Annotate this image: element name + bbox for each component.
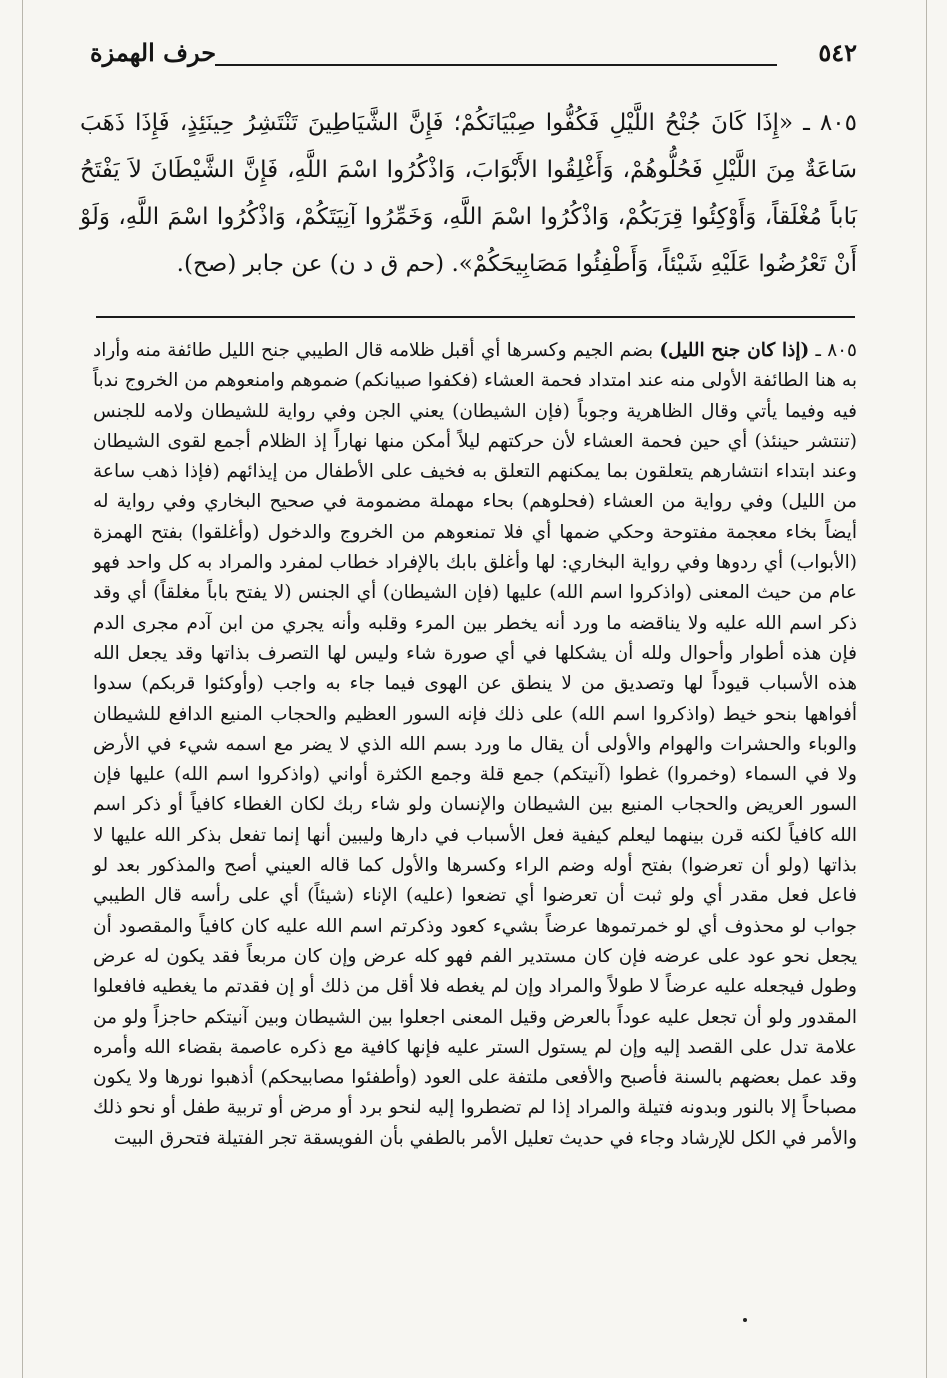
hadith-source: (حم ق د ن) عن جابر (صح).: [176, 251, 452, 277]
page-edge-right: [926, 0, 927, 1378]
section-divider: [96, 316, 855, 318]
page-header: [90, 30, 857, 74]
page-edge-left: [22, 0, 23, 1378]
commentary-text: [93, 336, 857, 1154]
page-number: ٥٤٢: [818, 38, 857, 67]
header-rule: [215, 64, 777, 66]
hadith-text: [80, 100, 857, 288]
running-title: حرف الهمزة: [90, 38, 217, 67]
ink-dot: [743, 1318, 747, 1322]
commentary-number: ٨٠٥ ـ: [809, 340, 857, 361]
hadith-number: ٨٠٥ ـ: [793, 110, 857, 136]
commentary-body: بضم الجيم وكسرها أي أقبل ظلامه قال الطيبي جنح الليل طائفة منه وأراد به هنا الطائفة الأولى منه عند امتداد فحمة العشاء (فكفوا صبيانكم) ضموهم وامنعوهم من الخروج ندباً فيه وفيما يأتي وقال الظاهرية وجوباً (فإن الشيطان) يعني الجن وفي رواية للشيطان ولامه للجنس (تنتشر حينئذ) أي حين فحمة العشاء لأن حركتهم ليلاً أمكن منها نهاراً إذ الظلام أجمع لقوى الشيطان وعند ابتداء انتشارهم يتعلقون بما يمكنهم التعلق به فخيف على الأطفال من إيذائهم (فإذا ذهب ساعة من الليل) وفي رواية من العشاء (فحلوهم) بحاء مهملة مضمومة في صحيح البخاري وفي رواية له أيضاً بخاء معجمة مفتوحة وحكي ضمها أي فلا تمنعوهم من الخروج والدخول (وأغلقوا) بفتح الهمزة (الأبواب) أي ردوها وفي رواية البخاري: لها وأغلق بابك بالإفراد خطاب لمفرد والمراد به كل واحد فهو عام من حيث المعنى (واذكروا اسم الله) عليها (فإن الشيطان) أي الجنس (لا يفتح باباً مغلقاً) أي وقد ذكر اسم الله عليه ولا يناقضه ما ورد أنه يخطر بين المرء وقلبه وأنه يجري من ابن آدم مجرى الدم فإن هذه أطوار وأحوال ولله أن يشكلها في أي صورة شاء وليس لها التصرف بذاتها وقد يجعل الله هذه الأسباب قيوداً لها وتصديق من لا ينطق عن الهوى فيما جاء به واجب (وأوكئوا قربكم) سدوا أفواهها بنحو خيط (واذكروا اسم الله) على ذلك فإنه السور العظيم والحجاب المنيع الدافع للشيطان والوباء والحشرات والهوام والأولى أن يقال ما ورد بسم الله الذي لا يضر مع اسمه شيء في الأرض ولا في السماء (وخمروا) غطوا (آنيتكم) جمع قلة وجمع الكثرة أواني (واذكروا اسم الله) عليها فإن السور العريض والحجاب المنيع بين الشيطان والإنسان ولو شاء ربك لكان الغطاء كافياً أو ذكر اسم الله كافياً لكنه قرن بينهما ليعلم كيفية فعل الأسباب في دارها وليبين أنها إنما تفعل بذكر الله عليها لا بذاتها (ولو أن تعرضوا) بفتح أوله وضم الراء وكسرها والأول كما قاله العيني أصح والمذكور بعد لو فاعل فعل مقدر أي ولو ثبت أن تعرضوا أي تضعوا (عليه) الإناء (شيئاً) أي على رأسه قال الطيبي جواب لو محذوف أي لو خمرتموها عرضاً بشيء كعود وذكرتم اسم الله عليه كان كافياً والمقصود أن يجعل نحو عود على عرضه فإن كان مستدير الفم فهو كله عرض وإن كان مربعاً فقد يكون له عرض وطول فيجعله عليه عرضاً لا طولاً والمراد وإن لم يغطه فلا أقل من ذلك أو إن فقدتم ما يغطيه فافعلوا المقدور ولو أن تجعل عليه عوداً بالعرض وقيل المعنى اجعلوا بين الشيطان وبين آنيتكم حاجزاً ولو من علامة تدل على القصد إليه وإن لم يستول الستر عليه فإنها كافية مع ذكره عاصمة بقضاء الله وأمره وقد عمل بعضهم بالسنة فأصبح والأفعى ملتفة على العود (وأطفئوا مصابيحكم) أذهبوا نورها ولا يكون مصباحاً إلا بالنور وبدونه فتيلة والمراد إذا لم تضطروا إليه لنحو برد أو مرض أو تربية طفل أو نحو ذلك والأمر في الكل للإرشاد وجاء في حديث تعليل الأمر بالطفي بأن الفويسقة تجر الفتيلة فتحرق البيت: [93, 340, 857, 1149]
commentary-lead: (إذا كان جنح الليل): [659, 340, 810, 361]
hadith-body: «إِذَا كَانَ جُنْحُ اللَّيْلِ فَكُفُّوا صِبْيَانَكُمْ؛ فَإِنَّ الشَّيَاطِينَ تَنْتَشِرُ حِينَئِذٍ، فَإِذَا ذَهَبَ سَاعَةٌ مِنَ اللَّيْلِ فَحُلُّوهُمْ، وَأَغْلِقُوا الأَبْوَابَ، وَاذْكُرُوا اسْمَ اللَّهِ، فَإِنَّ الشَّيْطَانَ لاَ يَفْتَحُ بَاباً مُغْلَقاً، وَأَوْكِئُوا قِرَبَكُمْ، وَاذْكُرُوا اسْمَ اللَّهِ، وَخَمِّرُوا آنِيَتَكُمْ، وَاذْكُرُوا اسْمَ اللَّهِ، وَلَوْ أَنْ تَعْرُضُوا عَلَيْهِ شَيْئاً، وَأَطْفِئُوا مَصَابِيحَكُمْ».: [80, 110, 857, 277]
